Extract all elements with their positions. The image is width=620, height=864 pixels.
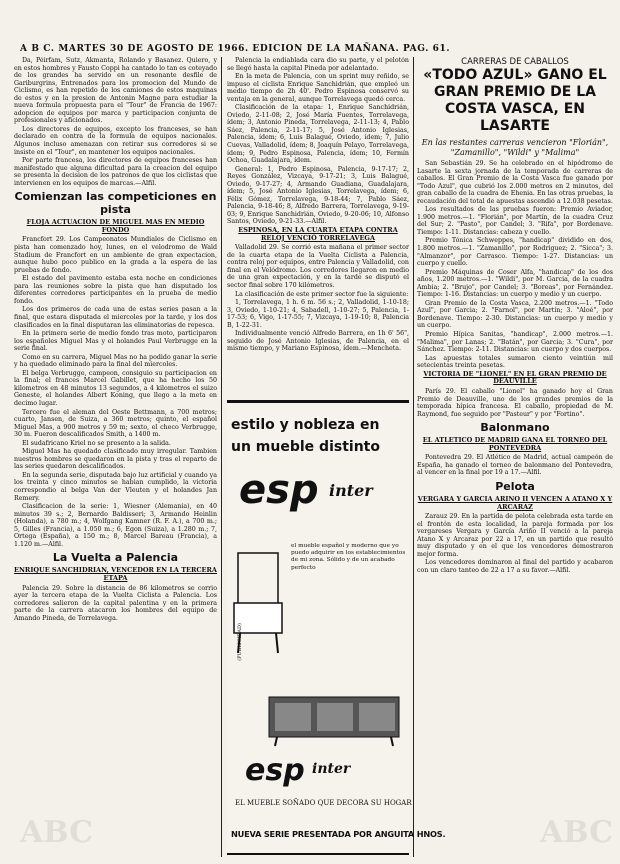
article-text: El estado del pavimento estaba esta noche en condiciones para las reuniones sobre la pista que han disputado los diferentes corredores participantes en la prueba de medio fondo. bbox=[14, 275, 217, 305]
article-text: Gran Premio de la Costa Vasca, 2.200 metros.—1. "Todo Azul", por Garcia; 2. "Farnol", por Martín; 3. "Aloé", por Bordenave. Tiempo: 2-30. Distancias: un cuerpo y medio y un cuerpo. bbox=[417, 299, 613, 330]
article-text: Palencia la endiablada cara dio su parte, y el pelotón se llegó hasta la capital Pineda por adelantado. bbox=[227, 57, 409, 72]
abc-watermark: ABC bbox=[20, 815, 94, 850]
article-text: La clasificación de este primer sector fue la siguiente: bbox=[235, 290, 409, 298]
masthead: A B C. MARTES 30 DE AGOSTO DE 1966. EDICION DE LA MAÑANA. PAG. 61. bbox=[20, 44, 451, 54]
column-3 bbox=[417, 57, 613, 857]
subhead-balonmano: EL ATLETICO DE MADRID GANA EL TORNEO DEL PONTEVEDRA bbox=[422, 436, 608, 452]
article-text: Clasificacion de la serie: 1, Wiesner (Alemania), en 40 minutos 39 s.; 2, Bernardo Baldisseri; 3, Armando Heinlin (Holanda), a 780 m.; 4, Wolfgang Kamner (R. F. A.), a 700 m.; 5, Gilles (Francia), a 1.050 m.; 6, Egon (Suiza), a 1.280 m.; 7, Ortega (España), a 150 m.; 8, Marcel Bareau (Francia), a 1.120 m.—Alfil. bbox=[14, 503, 217, 548]
subhead-pista: FLOJA ACTUACION DE MIGUEL MAS EN MEDIO FONDO bbox=[26, 218, 205, 234]
ad-brand-logo: esp bbox=[239, 467, 319, 513]
article-text: Clasificación de la etapa: 1, Enrique Sanchidrián, Oviedo, 2-11-08; 2, José María Fuentes, Torrelavega, ídem; 3, Antonio Pineda, Torrelavega, 2-11-13; 4, Pablo Sáez, Palencia, 2-11-17; 5, José Antonio Iglesias, Palencia, ídem; 6, Luis Balagué, Oviedo, ídem; 7, Julio Cuevas, Valladolid, ídem; 8, Joaquín Pelayo, Torrelavega, ídem; 9, Pedro Espinosa, Palencia, ídem; 10, Fermín Ochoa, Guadalajara, ídem. bbox=[227, 104, 409, 165]
subhead-pelota: VERGARA Y GARCIA ARINO II VENCEN A ATANO X Y ARCARAZ bbox=[417, 494, 613, 511]
article-text: El belga Verbrugge, campeon, consiguio su participacion en la final; el frances Marcel Gabillet, que ha hecho los 50 kilometros en 48 minutos 13 segundos, a 4 kilometros el suizo Geneste, el holandes Albert Koning, que llego a la meta en decimo lugar. bbox=[14, 369, 217, 407]
headline-todo-azul: «TODO AZUL» GANO EL GRAN PREMIO DE LA COSTA VASCA, EN LASARTE bbox=[423, 67, 607, 134]
article-text: Premio Hípica Sanitas, "handicap", 2.000 metros.—1. "Malima", por Lanas; 2. "Batán", por Garcia; 3. "Cura", por Sánchez. Tiempo: 2-11. Distancias: un cuerpo y dos cuerpos. bbox=[417, 331, 613, 354]
article-text: Las apuestas totales sumaron ciento veintiún mil setecientas treinta pesetas. bbox=[417, 354, 613, 370]
ad-headline-2: un mueble distinto bbox=[231, 439, 380, 455]
column-1 bbox=[14, 57, 217, 857]
sideboard-illustration bbox=[267, 693, 402, 748]
article-text: 1, Torrelavega, 1 h. 6 m. 56 s.; 2, Valladolid, 1-10-18; 3, Oviedo, 1-10-21; 4, Sabadell, 1-10-27; 5, Palencia, 1-17-53; 6, Vigo, 1-17-55; 7, Vizcaya, 1-19-10; 8, Palencia B, 1-22-31. bbox=[227, 299, 409, 329]
article-text: En la segunda serie, disputada bajo luz artificial y cuando ya los treinta y cinco minutos se habian cumplido, la victoria correspondio al belga Van der Vleuten y el holandes Jan Remery. bbox=[14, 471, 217, 502]
headline-pelota: Pelota bbox=[495, 479, 535, 493]
ad-headline-1: estilo y nobleza en bbox=[231, 417, 380, 433]
article-text: En la meta de Palencia, con un sprint muy reñido, se impuso el ciclista Enrique Sanchidrián, que empleó un medio tiempo de 2h 40'. Pedro Espinosa conservó su ventaja en la general, aunque Torrelavega quedó cerca. bbox=[227, 73, 409, 103]
ad-brand-logo-2-suffix: inter bbox=[312, 761, 351, 777]
article-text: París 29. El caballo "Lionel" ha ganado hoy el Gran Premio de Deauville, uno de los grandes premios de la temporada hípica francesa. El caballo, propiedad de M. Raymond, fue seguido por "Pasteur" y por "Fortino". bbox=[417, 387, 613, 418]
headline-pista: Comienzan las competiciones en pista bbox=[14, 190, 217, 217]
ad-tagline: EL MUEBLE SOÑADO QUE DECORA SU HOGAR bbox=[235, 799, 412, 807]
ad-description: el mueble español y moderno que yo puedo adquirir en los establecimientos de mi zona. Sólido y de un acabado perfecto bbox=[291, 543, 406, 571]
article-text: Individualmente venció Alfredo Barrera, en 1h 6' 56", seguido de José Antonio Iglesias, de Palencia, en el mismo tiempo, y Mariano Espinosa, ídem.—Mencheta. bbox=[227, 330, 409, 353]
ad-brand-logo-2: esp bbox=[245, 753, 305, 788]
article-text: General: 1, Pedro Espinosa, Palencia, 9-17-17; 2, Reyes González, Vizcaya, 9-17-21; 3, Luis Balagué, Oviedo, 9-17-27; 4, Armando Guadiana, Guadalajara, ídem; 5, José Antonio Iglesias, Torrelavega, ídem; 6, Félix Gómez, Torrelavega, 9-18-44; 7, Pablo Sáez, Palencia, 9-18-46; 8, Alfredo Barrera, Torrelavega, 9-19-03; 9, Enrique Sanchidrián, Oviedo, 9-20-06; 10, Alfonso Santos, Oviedo, 9-21-33.—Alfil. bbox=[227, 165, 409, 226]
ad-brand-logo-suffix: inter bbox=[329, 481, 373, 500]
ad-footer: NUEVA SERIE PRESENTADA POR ANGUITA HNOS. bbox=[231, 829, 446, 839]
article-text: Los directores de equipos, excepto los franceses, se han declarado en contra de la formula de equipos nacionales. Algunos incluso amenazan con retirar sus corredores si se insiste en el "Tour", en mantener los equipos nacionales. bbox=[14, 125, 217, 156]
subhead-caballos: En las restantes carreras vencieron "Florián", "Zamanillo", "Wildi" y "Malima" bbox=[421, 138, 609, 157]
ad-publicity-label: (PUBLICIDAD) bbox=[237, 623, 243, 661]
article-text: Los vencedores dominaron al final del partido y acabaron con un claro tanteo de 22 a 17 a su favor.—Alfil. bbox=[417, 559, 613, 574]
article-text: Da, Péirfam, Sutz, Akmanta, Rolando y Basanez. Quiero, y en estos hombres y Fausto Coppi ha cantado lo tan es coteyado de los grandes ha servido en un resonante desfile de Gariburgrins, Entrenados para los promocion del Mundo de Ciclismo, es han repetido de los camiones de estos maquinas de estos y en la presion de Antonin Magne para estudiar la nueva formula propuesta para el "Tour" de Francia de 1967: adopcion de equipos por marca y participacion conjunta de profesionales y aficionados. bbox=[14, 57, 217, 125]
article-text: Como en su carrera, Miguel Mas no ha podido ganar la serie y ha quedado eliminado para la final del miercoles. bbox=[14, 353, 217, 369]
article-text: Premio Máquinas de Coser Alfa, "handicap" de los dos años, 1.200 metros.—1. "Wildi", por M. Garcia, de la cuadra Ambia; 2. "Brujo", por Candel; 3. "Boreas", por Fernández. Tiempo: 1-16. Distancias: un cuerpo y medio y un cuerpo. bbox=[417, 268, 613, 299]
article-text: Zarauz 29. En la partida de pelota celebrada esta tarde en el frontón de esta localidad, la pareja formada por los vergareses Vergara y García Ariño II venció a la pareja Atano X y Arcaraz por 22 a 17, en un partido que resultó muy disputado y en el que los vencedores demostraron mejor forma. bbox=[417, 513, 613, 558]
article-text: En la primera serie de medio fondo tras moto, participaron los españoles Miguel Mas y el holandes Paul Verbrugge en la serie final. bbox=[14, 330, 217, 353]
article-text: Palencia 29. Sobre la distancia de 86 kilometros se corrio ayer la tercera etapa de la Vuelta Ciclista a Palencia. Los corredores salieron de la capital palentina y en la primera parte de la carrera atacaron los hombres del equipo de Amando Pineda, de Torrelavega. bbox=[14, 584, 217, 622]
headline-balonmano: Balonmano bbox=[480, 421, 550, 435]
column-rule-1 bbox=[221, 57, 222, 857]
article-text: Los resultados de las pruebas fueron: Premio Aviador, 1.900 metros.—1. "Florián", por Martín, de la cuadra Cruz del Sur; 2. "Pasto", por Candel; 3. "Rifa", por Bordenave. Tiempo: 1-11. Distancias: cabeza y cuello. bbox=[417, 206, 613, 236]
furniture-advertisement bbox=[227, 400, 446, 855]
article-text: Tercero fue el aleman del Oeste Bettmann, a 700 metros; cuarto, Jansen, de Suiza, a 360 metros; quinto, el español Miguel Mas, a 900 metros y 59 m; sexto, el checo Verbrugge, 30 m. Fueron descalificados Smith, a 1400 m. bbox=[14, 408, 217, 439]
article-text: San Sebastián 29. Se ha celebrado en el hipódromo de Lasarte la sexta jornada de la temporada de carreras de caballos. El Gran Premio de la Costa Vasca fue ganado por "Todo Azul", que cubrió los 2.000 metros en 2 minutos, del gran caballo de la cuadra de Ehenia. En las otras pruebas, la recaudación del total de apuestas ascendió a 12.038 pesetas. bbox=[417, 160, 613, 205]
subhead-etapa: ESPINOSA, EN LA CUARTA ETAPA CONTRA RELOJ VENCIÓ TORRELAVEGA bbox=[238, 226, 398, 242]
abc-watermark: ABC bbox=[540, 815, 614, 850]
article-text: Por parte francesa, los directores de equipos franceses han manifestado que alguna dificultad para la creacion del equipo se presenta la decision de los patronos de que los ciclistas que intervienen en los equipos de marcas.—Alfil. bbox=[14, 157, 217, 187]
subhead-lionel: VICTORIA DE "LIONEL" EN EL GRAN PREMIO DE DEAUVILLE bbox=[423, 369, 607, 386]
subhead-vuelta: ENRIQUE SANCHIDRIAN, VENCEDOR EN LA TERCERA ETAPA bbox=[14, 566, 217, 582]
column-2 bbox=[227, 57, 409, 397]
article-text: Miguel Mas ha quedado clasificado muy irregular. Tambien nuestros hombres se quedaron en la pista y tras el reparto de las series quedaron descalificados. bbox=[14, 448, 217, 471]
article-text: Valladolid 29. Se corrió esta mañana el primer sector de la cuarta etapa de la Vuelta Ciclista a Palencia, contra reloj por equipos, entre Palencia y Valladolid, con final en el Velódromo. Los corredores llegaron en medio de una gran expectación, y en la tarde se disputó el sector final sobre 170 kilómetros. bbox=[227, 244, 409, 289]
article-text: El sudafricano Kriel no se presento a la salida. bbox=[22, 439, 171, 447]
armchair-illustration bbox=[232, 543, 284, 693]
article-text: Francfort 29. Los Campeonatos Mundiales de Ciclismo en pista han comenzado hoy, lunes, en el velodromo de Wald Stadium de Francfort en un ambiente de gran expectacion, aunque hubo poco publico en la grada a la espera de las pruebas de fondo. bbox=[14, 236, 217, 274]
article-text: Premio Tónica Schweppes, "handicap" dividido en dos, 1.800 metros.—1. "Zamanillo", por Rodriguez; 2. "Sicca"; 3. "Almanzor", por Carrasco. Tiempo: 1-27. Distancias: un cuerpo y cuello. bbox=[417, 237, 613, 268]
article-text: Pontevedra 29. El Atlético de Madrid, actual campeón de España, ha ganado el torneo de balonmano del Pontevedra, al vencer en la final por 19 a 17.—Alfil. bbox=[417, 454, 613, 477]
article-text: Los dos primeros de cada una de estas series pasan a la final, que estara disputada el miercoles por la tarde, y los dos clasificados en la final disputaran las eliminatorias de repesca. bbox=[14, 306, 217, 329]
headline-vuelta: La Vuelta a Palencia bbox=[52, 551, 179, 565]
column-rule-2 bbox=[413, 57, 414, 857]
kicker-caballos: CARRERAS DE CABALLOS bbox=[461, 57, 569, 67]
